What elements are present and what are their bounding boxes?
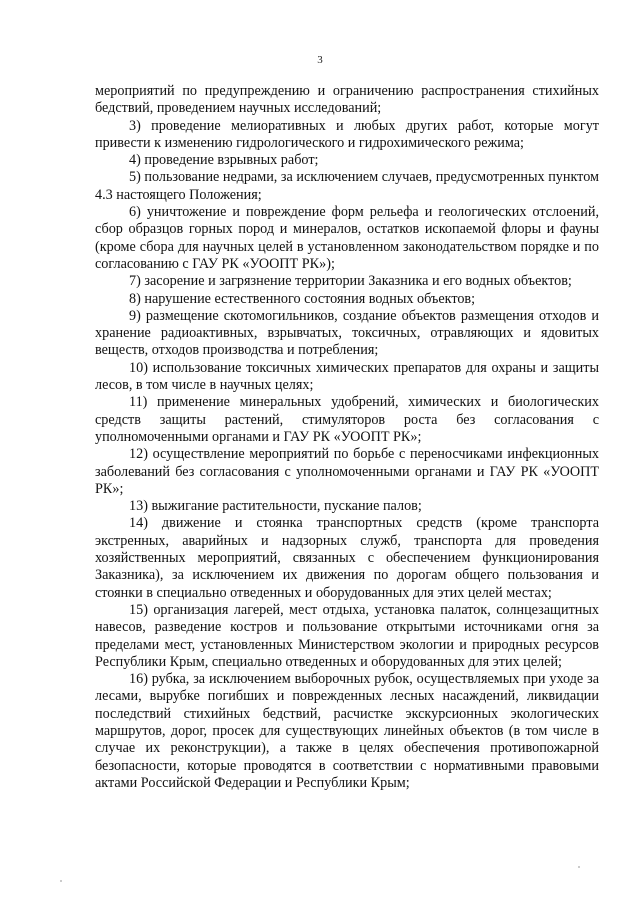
paragraph-continuation: мероприятий по предупреждению и ограничению распространения стихийных бедствий, проведением научных исследований; xyxy=(95,83,599,117)
list-item-11: 11) применение минеральных удобрений, химических и биологических средств защиты растений, стимуляторов роста без согласования с уполномоченными органами и ГАУ РК «УООПТ РК»; xyxy=(95,394,599,445)
list-item-4: 4) проведение взрывных работ; xyxy=(129,152,319,169)
scan-speck xyxy=(578,866,580,868)
list-item-10: 10) использование токсичных химических препаратов для охраны и защиты лесов, в том числе в научных целях; xyxy=(95,359,599,394)
list-item-8: 8) нарушение естественного состояния водных объектов; xyxy=(129,290,476,307)
page-number: 3 xyxy=(317,54,323,66)
list-item-3: 3) проведение мелиоративных и любых других работ, которые могут привести к изменению гидрологического и гидрохимического режима; xyxy=(95,117,599,151)
scan-speck xyxy=(60,880,62,882)
list-item-12: 12) осуществление мероприятий по борьбе с переносчиками инфекционных заболеваний без согласования с уполномоченными органами и ГАУ РК «УООПТ РК»; xyxy=(95,446,599,497)
list-item-16: 16) рубка, за исключением выборочных рубок, осуществляемых при уходе за лесами, вырубке погибших и поврежденных лесных насаждений, ликвидации последствий стихийных бедствий, расчистке экскурсионных экологических маршрутов, дорог, просек для существующих линейных объектов (в том числе в случае их реконструкции), а также в целях обеспечения противопожарной безопасности, которые проводятся в соответствии с нормативными правовыми актами Российской Федерации и Республики Крым; xyxy=(95,671,599,791)
list-item-7: 7) засорение и загрязнение территории Заказника и его водных объектов; xyxy=(129,273,572,290)
list-item-14: 14) движение и стоянка транспортных средств (кроме транспорта экстренных, аварийных и надзорных служб, транспорта для проведения хозяйственных мероприятий, связанных с обеспечением функционирования Заказника), за исключением их движения по дорогам общего пользования и стоянки в специально отведенных и оборудованных для этих целей местах; xyxy=(95,515,599,601)
list-item-6: 6) уничтожение и повреждение форм рельефа и геологических отслоений, сбор образцов горных пород и минералов, остатков ископаемой флоры и фауны (кроме сбора для научных целей в установленном законодательством порядке и по согласованию с ГАУ РК «УООПТ РК»); xyxy=(95,204,599,272)
document-body xyxy=(95,83,599,792)
list-item-15: 15) организация лагерей, мест отдыха, установка палаток, солнцезащитных навесов, разведение костров и пользование открытыми источниками огня за пределами мест, установленных Министерством экологии и природных ресурсов Республики Крым, специально отведенных и оборудованных для этих целей; xyxy=(95,601,599,670)
list-item-13: 13) выжигание растительности, пускание палов; xyxy=(129,498,422,515)
list-item-5: 5) пользование недрами, за исключением случаев, предусмотренных пунктом 4.3 настоящего Положения; xyxy=(95,169,599,203)
list-item-9: 9) размещение скотомогильников, создание объектов размещения отходов и хранение радиоактивных, взрывчатых, токсичных, отравляющих и ядовитых веществ, отходов производства и потребления; xyxy=(95,307,599,359)
